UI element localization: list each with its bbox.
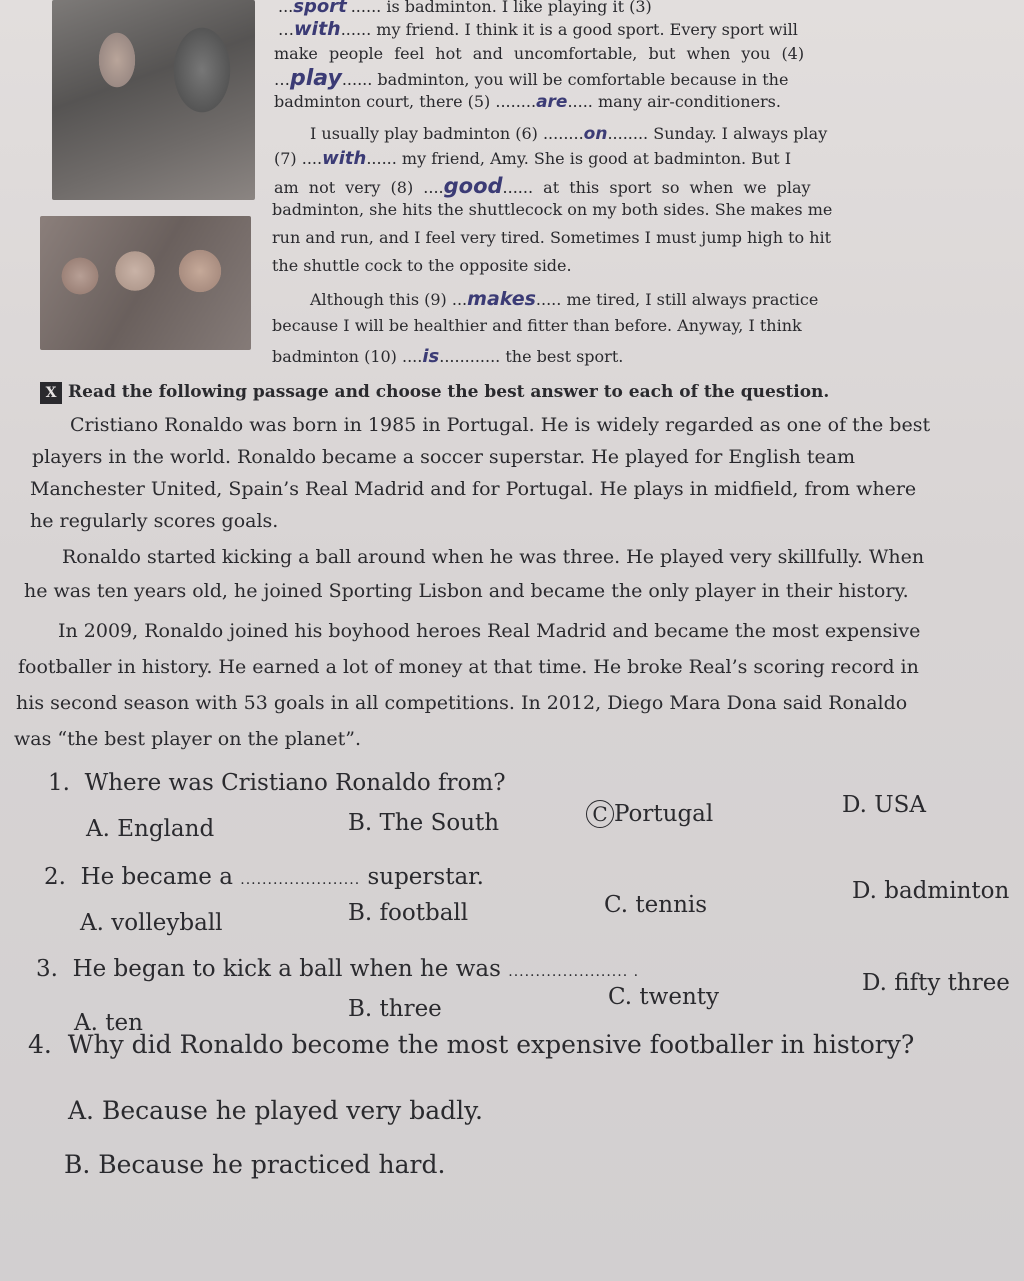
passage1-line-6: I usually play badminton (6) ........on........ Sunday. I always play: [310, 124, 828, 144]
passage1-line-8: am not very (8) ....good...... at this sport so when we play: [274, 174, 811, 198]
passage1-line-2: …with...... my friend. I think it is a good sport. Every sport will: [278, 18, 798, 40]
passage2-line-8: footballer in history. He earned a lot of money at that time. He broke Real’s scoring record in: [18, 656, 919, 678]
q2-option-b[interactable]: B. football: [348, 900, 469, 926]
passage2-line-5: Ronaldo started kicking a ball around when he was three. He played very skillfully. When: [62, 546, 925, 568]
section-badge: X: [40, 382, 62, 404]
photo-children-smiling: [40, 216, 251, 350]
passage1-line-1: ...sport ...... is badminton. I like playing it (3): [278, 0, 652, 17]
passage1-line-13: because I will be healthier and fitter than before. Anyway, I think: [272, 316, 802, 335]
q3-option-d[interactable]: D. fifty three: [862, 970, 1010, 996]
q3-option-a[interactable]: A. ten: [74, 1010, 143, 1036]
question-1: 1. Where was Cristiano Ronaldo from?: [48, 770, 506, 796]
question-3: 3. He began to kick a ball when he was ...................... .: [36, 956, 640, 982]
passage1-line-3: make people feel hot and uncomfortable, but when you (4): [274, 44, 805, 63]
passage2-line-9: his second season with 53 goals in all competitions. In 2012, Diego Mara Dona said Ronaldo: [16, 692, 908, 714]
q3-option-b[interactable]: B. three: [348, 996, 442, 1022]
q1-option-a[interactable]: A. England: [86, 816, 215, 842]
passage2-line-2: players in the world. Ronaldo became a soccer superstar. He played for English team: [32, 446, 856, 468]
passage2-line-7: In 2009, Ronaldo joined his boyhood heroes Real Madrid and became the most expensive: [58, 620, 921, 642]
passage1-line-7: (7) ....with...... my friend, Amy. She is good at badminton. But I: [274, 148, 792, 169]
q2-option-d[interactable]: D. badminton: [852, 878, 1010, 904]
passage2-line-3: Manchester United, Spain’s Real Madrid and for Portugal. He plays in midfield, from where: [30, 478, 917, 500]
question-2: 2. He became a ...................... superstar.: [44, 864, 484, 890]
q1-option-b[interactable]: B. The South: [348, 810, 500, 836]
passage2-line-4: he regularly scores goals.: [30, 510, 279, 532]
q1-answer-circle: C: [586, 800, 614, 828]
q2-option-c[interactable]: C. tennis: [604, 892, 708, 918]
passage2-line-1: Cristiano Ronaldo was born in 1985 in Portugal. He is widely regarded as one of the best: [70, 414, 931, 436]
section-heading: X Read the following passage and choose the best answer to each of the question.: [40, 382, 829, 404]
q1-option-d[interactable]: D. USA: [842, 792, 926, 818]
photo-girl-playing: [52, 0, 255, 200]
q4-option-a[interactable]: A. Because he played very badly.: [68, 1096, 483, 1125]
passage1-line-9: badminton, she hits the shuttlecock on my both sides. She makes me: [272, 200, 833, 219]
passage1-line-12: Although this (9) ...makes..... me tired, I still always practice: [310, 288, 819, 310]
passage1-line-11: the shuttle cock to the opposite side.: [272, 256, 572, 275]
q2-option-a[interactable]: A. volleyball: [80, 910, 223, 936]
passage1-line-5: badminton court, there (5) ........are..... many air-conditioners.: [274, 92, 781, 112]
q4-option-b[interactable]: B. Because he practiced hard.: [64, 1150, 446, 1179]
passage1-line-4: …play...... badminton, you will be comfortable because in the: [274, 66, 789, 91]
passage1-line-10: run and run, and I feel very tired. Sometimes I must jump high to hit: [272, 228, 832, 247]
passage2-line-10: was “the best player on the planet”.: [14, 728, 362, 750]
passage1-line-14: badminton (10) ....is............ the best sport.: [272, 346, 624, 367]
question-4: 4. Why did Ronaldo become the most expensive footballer in history?: [28, 1030, 915, 1059]
passage2-line-6: he was ten years old, he joined Sporting Lisbon and became the only player in their history.: [24, 580, 909, 602]
q3-option-c[interactable]: C. twenty: [608, 984, 719, 1010]
q1-option-c[interactable]: C Portugal: [586, 800, 713, 828]
